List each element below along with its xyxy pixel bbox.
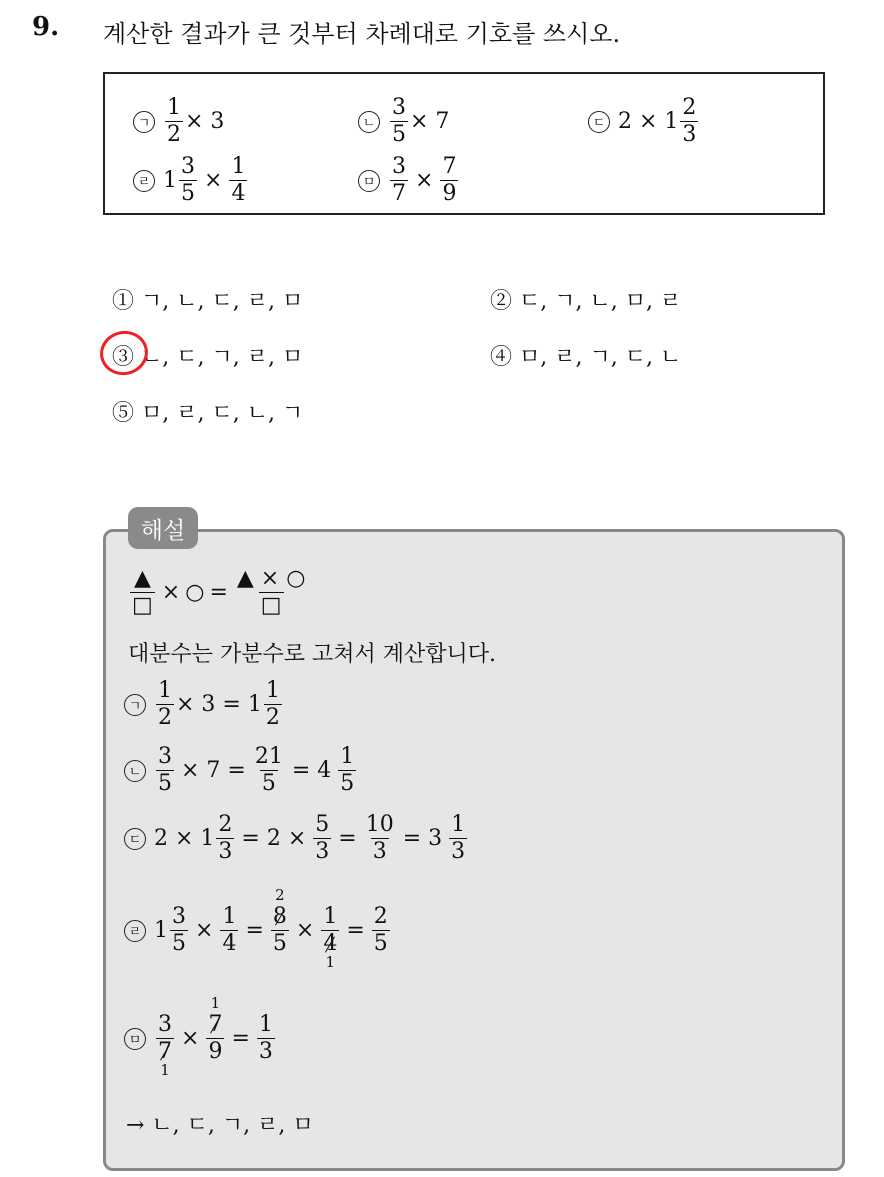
choice-1[interactable] — [112, 284, 303, 315]
expr-c-lead: 2 × 1 — [618, 109, 679, 134]
frac-d2: $\frac{1}{4}$ — [231, 154, 246, 206]
solution-tag: 해설 — [128, 507, 198, 549]
step-c-lead: 2 × 1 — [154, 826, 215, 851]
cancel-frac: $\frac{3}{7}$ — [158, 1012, 172, 1064]
frac-a: $\frac{1}{2}$ — [167, 95, 181, 147]
cancel-frac: $\frac{7}{9}$ — [208, 1012, 223, 1064]
times-sign: × — [181, 1026, 200, 1051]
expr-b — [358, 97, 449, 146]
step-c — [124, 814, 469, 863]
step-c-eq: = — [338, 826, 357, 851]
cancel-frac: $\frac{1}{4}$ — [323, 904, 338, 956]
step-b-frac: $\frac{3}{5}$ — [158, 744, 172, 796]
step-c-frac: $\frac{2}{3}$ — [218, 812, 233, 864]
step-b — [124, 746, 358, 795]
step-c-result: $\frac{1}{3}$ — [451, 812, 466, 864]
times-sign: × — [415, 168, 434, 193]
choice-text: ㅁ, ㄹ, ㄷ, ㄴ, ㄱ — [141, 401, 304, 426]
frac-e1: $\frac{3}{7}$ — [392, 154, 406, 206]
times-sign: × — [161, 580, 181, 605]
equals-sign: = — [245, 918, 264, 943]
mark-d: ㄹ — [124, 920, 146, 942]
expr-d — [133, 156, 249, 205]
step-e-cancel1 — [154, 996, 176, 1081]
step-b-op: × 7 = — [181, 758, 246, 783]
step-b-op2: = 4 — [291, 758, 332, 783]
step-d-frac1: $\frac{3}{5}$ — [172, 904, 186, 956]
step-d-lead: 1 — [154, 918, 168, 943]
mark-e: ㅁ — [358, 170, 380, 192]
expr-c — [588, 97, 700, 146]
choice-number: ⑤ — [112, 401, 135, 426]
step-a-frac: $\frac{1}{2}$ — [158, 678, 172, 730]
step-c-frac3: $\frac{10}{3}$ — [365, 812, 394, 864]
mark-b: ㄴ — [358, 111, 380, 133]
expr-e — [358, 156, 460, 205]
equals-sign: = — [346, 918, 365, 943]
expr-a-tail: × 3 — [185, 109, 225, 134]
choice-text: ㄷ, ㄱ, ㄴ, ㅁ, ㄹ — [519, 289, 682, 314]
step-d-result: $\frac{2}{5}$ — [373, 904, 388, 956]
equals-sign: = — [231, 1026, 250, 1051]
step-a — [124, 680, 284, 729]
solution-rule — [128, 568, 309, 617]
step-d-cancel2 — [319, 888, 341, 973]
cancel-result: 2 — [275, 886, 285, 904]
choice-number: ④ — [490, 345, 513, 370]
equals-sign: = — [209, 580, 228, 605]
step-a-result: $\frac{1}{2}$ — [265, 678, 280, 730]
cancel-result: 1 — [210, 994, 221, 1012]
times-sign: × — [195, 918, 214, 943]
step-a-rest: × 3 = 1 — [176, 692, 262, 717]
step-e-result: $\frac{1}{3}$ — [258, 1012, 273, 1064]
step-d — [124, 888, 392, 973]
choice-text: ㅁ, ㄹ, ㄱ, ㄷ, ㄴ — [519, 345, 682, 370]
step-c-op2: = 3 — [402, 826, 443, 851]
answer-circle-mark — [96, 326, 152, 379]
frac-e2: $\frac{7}{9}$ — [442, 154, 457, 206]
choice-number: ① — [112, 289, 135, 314]
expr-d-lead: 1 — [163, 168, 177, 193]
step-c-frac2: $\frac{5}{3}$ — [315, 812, 330, 864]
step-d-frac2: $\frac{1}{4}$ — [222, 904, 237, 956]
rule-frac-right: $\frac{▲ \times ○}{□}$ — [236, 566, 306, 618]
step-b-frac2: $\frac{21}{5}$ — [254, 744, 283, 796]
step-d-cancel1 — [269, 888, 291, 973]
choice-5[interactable] — [112, 396, 303, 427]
mark-d: ㄹ — [133, 170, 155, 192]
step-e-cancel2 — [204, 996, 226, 1081]
choice-number: ③ — [112, 345, 135, 370]
cancel-result: 1 — [325, 953, 336, 971]
frac-b: $\frac{3}{5}$ — [392, 95, 406, 147]
mark-c: ㄷ — [124, 828, 146, 850]
choice-text: ㄱ, ㄴ, ㄷ, ㄹ, ㅁ — [141, 289, 304, 314]
step-b-result: $\frac{1}{5}$ — [340, 744, 355, 796]
rule-frac-left: $\frac{▲}{□}$ — [132, 566, 153, 618]
choice-number: ② — [490, 289, 513, 314]
step-c-op: = 2 × — [241, 826, 307, 851]
mark-a: ㄱ — [133, 111, 155, 133]
times-sign: × — [295, 918, 315, 943]
circle-symbol: ○ — [185, 580, 205, 605]
cancel-frac: $\frac{8}{5}$ — [272, 904, 287, 956]
question-text: 계산한 결과가 큰 것부터 차례대로 기호를 쓰시오. — [103, 20, 621, 48]
frac-c: $\frac{2}{3}$ — [682, 95, 697, 147]
cancel-result: 1 — [160, 1061, 170, 1079]
times-sign: × — [204, 168, 223, 193]
mark-a: ㄱ — [124, 694, 146, 716]
mark-c: ㄷ — [588, 111, 610, 133]
mark-e: ㅁ — [124, 1028, 146, 1050]
choice-2[interactable] — [490, 284, 681, 315]
question-number: 9. — [32, 12, 60, 42]
choice-text: ㄴ, ㄷ, ㄱ, ㄹ, ㅁ — [141, 345, 304, 370]
expr-b-tail: × 7 — [410, 109, 450, 134]
choice-4[interactable] — [490, 340, 681, 371]
solution-note: 대분수는 가분수로 고쳐서 계산합니다. — [128, 642, 497, 667]
step-e — [124, 996, 277, 1081]
solution-answer: → ㄴ, ㄷ, ㄱ, ㄹ, ㅁ — [126, 1113, 314, 1138]
mark-b: ㄴ — [124, 760, 146, 782]
frac-d1: $\frac{3}{5}$ — [181, 154, 195, 206]
expr-a — [133, 97, 224, 146]
